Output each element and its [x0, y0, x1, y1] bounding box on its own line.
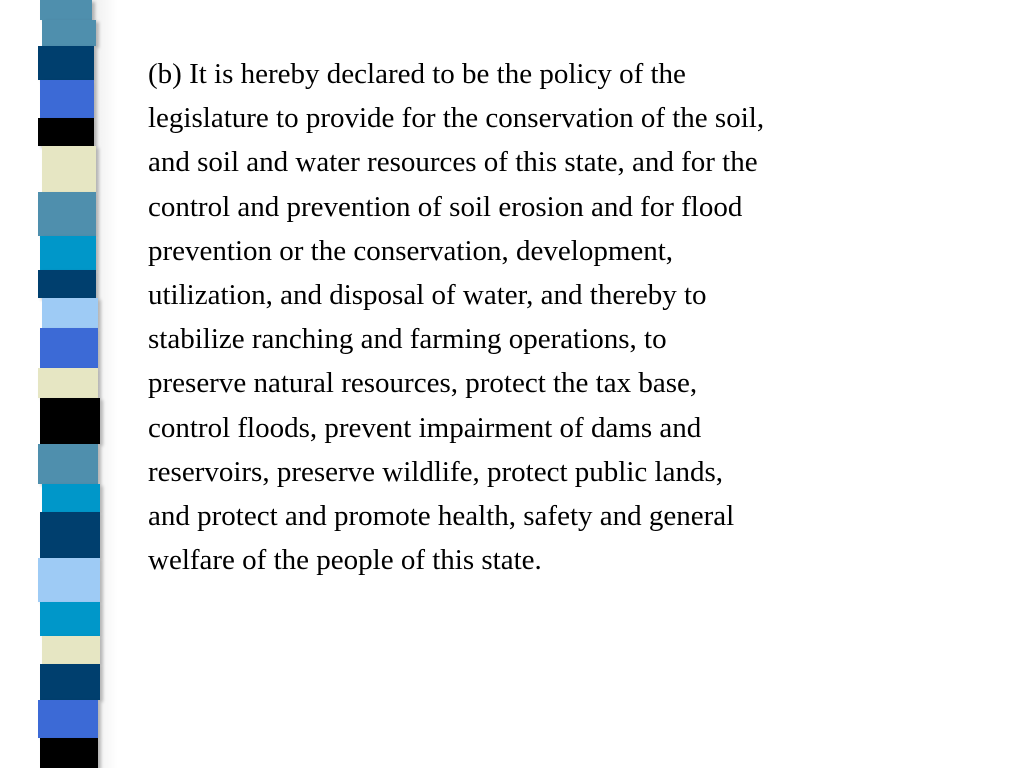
stripe-band — [38, 558, 100, 602]
stripe-band — [40, 80, 94, 118]
stripe-band — [40, 398, 100, 444]
stripe-band — [40, 328, 98, 368]
stripe-band — [42, 484, 100, 512]
text-line: preserve natural resources, protect the tax base, — [148, 367, 698, 400]
stripe-band — [38, 700, 98, 738]
stripe-band — [38, 270, 96, 298]
stripe-band — [40, 738, 98, 768]
stripe-band — [42, 20, 96, 46]
text-line: and protect and promote health, safety and general — [148, 500, 735, 533]
stripe-band — [40, 602, 100, 636]
text-line: prevention or the conservation, development, — [148, 234, 674, 267]
text-line: control floods, prevent impairment of dams and — [148, 411, 702, 444]
text-line: welfare of the people of this state. — [148, 544, 542, 577]
text-line: control and prevention of soil erosion and for flood — [148, 190, 743, 223]
text-line: legislature to provide for the conservation of the soil, — [148, 102, 765, 135]
stripe-band — [38, 368, 98, 398]
stripe-band — [38, 192, 96, 236]
text-line: utilization, and disposal of water, and thereby to — [148, 279, 707, 312]
stripe-band — [40, 664, 100, 700]
text-line: stabilize ranching and farming operations, to — [148, 323, 667, 356]
decorative-stripe — [38, 0, 104, 768]
stripe-band — [42, 298, 98, 328]
stripe-band — [42, 146, 96, 192]
stripe-band — [38, 46, 94, 80]
stripe-band — [38, 118, 94, 146]
stripe-band — [40, 512, 100, 558]
stripe-band — [38, 444, 98, 484]
stripe-band — [40, 0, 92, 20]
text-line: reservoirs, preserve wildlife, protect public lands, — [148, 455, 723, 488]
stripe-band — [40, 236, 96, 270]
stripe-band — [42, 636, 100, 664]
text-line: and soil and water resources of this state, and for the — [148, 146, 758, 179]
slide-body — [148, 52, 968, 582]
text-line: (b) It is hereby declared to be the policy of the — [148, 58, 686, 90]
